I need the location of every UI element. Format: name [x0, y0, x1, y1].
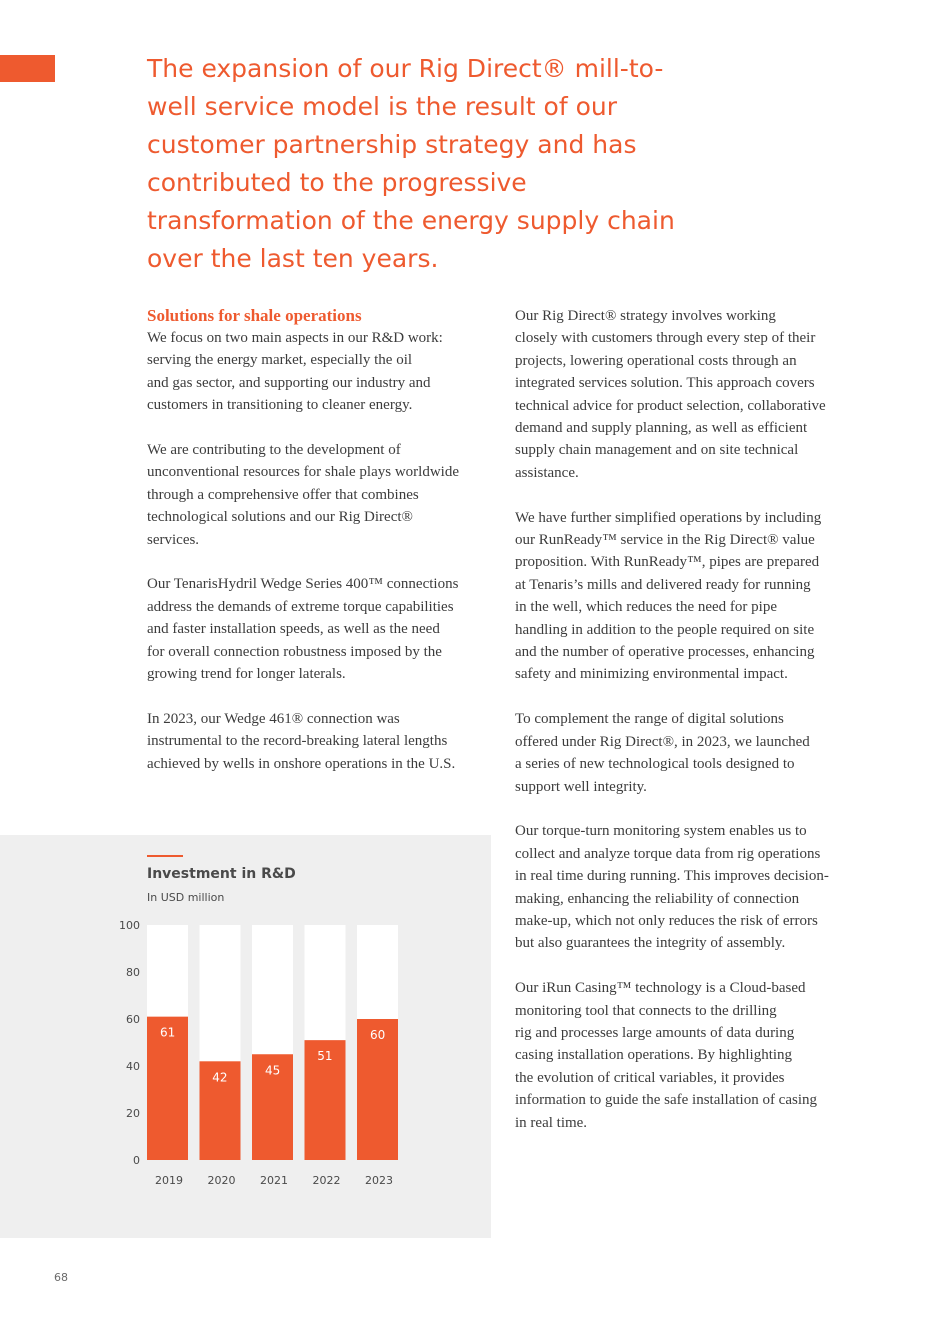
chart-subtitle: In USD million: [147, 891, 225, 904]
page-number: 68: [54, 1271, 68, 1284]
y-tick-label: 60: [126, 1013, 140, 1026]
paragraph: We are contributing to the development of unconventional resources for shale plays worldwide through a comprehensive offer that combines technological solutions and our Rig Direct® services.: [147, 442, 459, 548]
x-tick-label: 2021: [260, 1174, 288, 1187]
paragraph: In 2023, our Wedge 461® connection was instrumental to the record-breaking lateral lengths achieved by wells in onshore operations in the U.S.: [147, 710, 456, 772]
y-tick-label: 80: [126, 966, 140, 979]
section-heading: Solutions for shale operations: [147, 306, 362, 325]
paragraph: We have further simplified operations by including our RunReady™ service in the Rig Direct® value proposition. With RunReady™, pipes are prepared at Tenaris’s mills and delivered ready for running in the well, which reduces the need for pipe handling in addition to the people required on site and the number of operative processes, enhancing safety and minimizing environmental impact.: [515, 509, 822, 683]
data-label: 61: [160, 1025, 176, 1040]
data-label: 60: [370, 1028, 386, 1042]
right-column: [515, 305, 865, 1156]
paragraph: Our Rig Direct® strategy involves working closely with customers through every step of their projects, lowering operational costs through an integrated services solution. This approach covers technical advice for product selection, collaborative demand and supply planning, as well as efficient supply chain management and on site technical assistance.: [515, 308, 826, 481]
investment-bar-chart: [0, 835, 491, 1238]
y-tick-label: 0: [133, 1154, 140, 1167]
y-tick-label: 40: [126, 1060, 140, 1073]
chart-title: Investment in R&D: [147, 866, 296, 882]
paragraph: To complement the range of digital solutions offered under Rig Direct®, in 2023, we launched a series of new technological tools designed to support well integrity.: [515, 711, 810, 795]
paragraph: Our TenarisHydril Wedge Series 400™ connections address the demands of extreme torque capabilities and faster installation speeds, as well as the need for overall connection robustness imposed by the growing trend for longer laterals.: [147, 576, 459, 683]
x-tick-label: 2019: [155, 1174, 183, 1187]
x-tick-label: 2023: [365, 1174, 393, 1187]
y-tick-label: 100: [119, 919, 140, 932]
x-tick-label: 2022: [312, 1174, 341, 1187]
paragraph: Our iRun Casing™ technology is a Cloud-based monitoring tool that connects to the drilling rig and processes large amounts of data during casing installation operations. By highlighting the evolution of critical variables, it provides information to guide the safe installation of casing in real time.: [515, 980, 818, 1131]
x-tick-label: 2020: [207, 1174, 236, 1187]
data-label: 51: [317, 1049, 333, 1064]
pull-quote: The expansion of our Rig Direct® mill-to-well service model is the result of our customer partnership strategy and has contributed to the progressive transformation of the energy supply chain over the last ten years.: [147, 54, 675, 273]
paragraph: Our torque-turn monitoring system enables us to collect and analyze torque data from rig operations in real time during running. This improves decision- making, enhancing the reliability of connection make-up, which not only reduces the risk of errors but also guarantees the integrity of assembly.: [515, 823, 829, 952]
y-tick-label: 20: [126, 1107, 140, 1120]
left-column: [147, 305, 497, 797]
paragraph: We focus on two main aspects in our R&D work: serving the energy market, especially the oil and gas sector, and supporting our industry and customers in transitioning to cleaner energy.: [147, 330, 443, 414]
data-label: 42: [212, 1070, 228, 1085]
data-label: 45: [265, 1063, 281, 1078]
accent-tab: [0, 55, 55, 82]
